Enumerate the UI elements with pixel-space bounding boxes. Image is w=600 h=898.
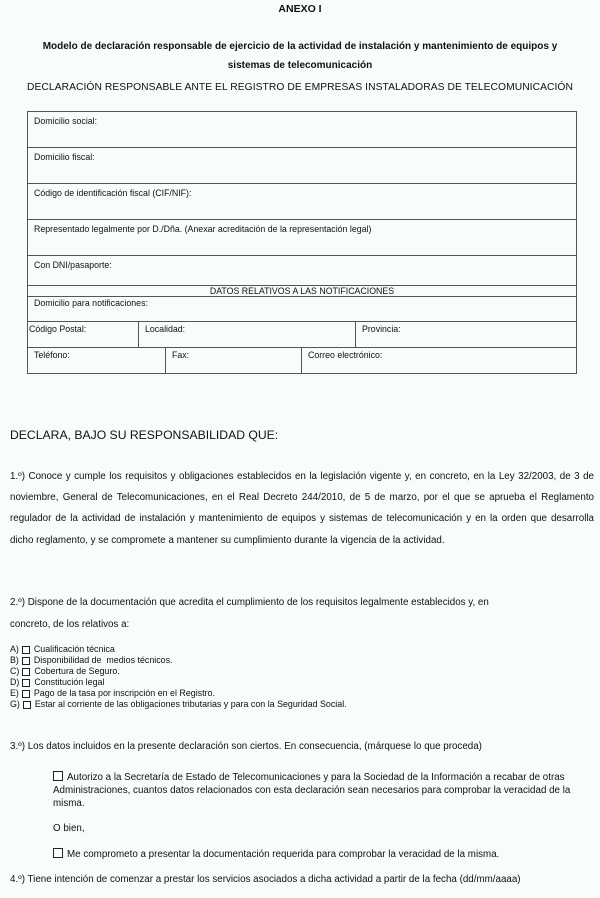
notifications-header: DATOS RELATIVOS A LAS NOTIFICACIONES (28, 286, 577, 297)
identity-row (28, 256, 577, 286)
notification-address-field[interactable]: Domicilio para notificaciones: (28, 297, 577, 322)
requirement-letter: A) (10, 644, 19, 654)
document-subtitle: Modelo de declaración responsable de ejercicio de la actividad de instalación y mantenimiento de equipos y sistemas de telecomunicación (42, 41, 558, 71)
fax-field[interactable]: Fax: (165, 348, 301, 373)
checkbox[interactable] (22, 646, 30, 654)
requirement-letter: C) (10, 666, 20, 676)
requirement-item (10, 677, 347, 688)
requirement-letter: G) (10, 699, 20, 709)
dni-passport-field[interactable]: Con DNI/pasaporte: (28, 256, 577, 286)
domicilio-social-field[interactable]: Domicilio social: (28, 112, 577, 148)
authorize-option (53, 771, 593, 810)
checkbox[interactable] (22, 668, 30, 676)
commit-label: Me comprometo a presentar la documentación requerida para comprobar la veracidad de la misma. (67, 849, 500, 860)
requirement-label: Disponibilidad de medios técnicos. (33, 655, 173, 665)
requirement-letter: D) (10, 677, 20, 687)
postal-code-field[interactable]: Código Postal: (29, 324, 87, 334)
email-field[interactable]: Correo electrónico: (301, 348, 576, 373)
requirement-label: Estar al corriente de las obligaciones tributarias y para con la Seguridad Social. (34, 699, 347, 709)
checkbox[interactable] (23, 701, 31, 709)
checkbox[interactable] (22, 657, 30, 665)
requirement-item (10, 699, 347, 710)
province-field[interactable]: Provincia: (355, 322, 576, 347)
authorize-label: Autorizo a la Secretaría de Estado de Telecomunicaciones y para la Sociedad de la Información a recabar de otras Administraciones, cuantos datos relacionados con esta declaración sean necesarios para comprobar la veracidad de la misma. (53, 772, 571, 809)
point-2-line-2: concreto, de los relativos a: (10, 619, 130, 630)
authorize-checkbox[interactable] (53, 771, 63, 781)
requirement-item (10, 666, 347, 677)
identity-row (28, 148, 577, 184)
checkbox[interactable] (22, 679, 30, 687)
requirement-item (10, 688, 347, 699)
identity-row (28, 184, 577, 220)
commit-option (53, 848, 593, 861)
requirements-checklist (10, 644, 347, 710)
declaration-heading: DECLARA, BAJO SU RESPONSABILIDAD QUE: (10, 428, 279, 442)
identity-row (28, 220, 577, 256)
requirement-letter: B) (10, 655, 19, 665)
identity-row (28, 112, 577, 148)
checkbox[interactable] (22, 690, 30, 698)
point-3-text: 3.º) Los datos incluidos en la presente declaración son ciertos. En consecuencia, (márquese lo que proceda) (10, 741, 482, 752)
cif-nif-field[interactable]: Código de identificación fiscal (CIF/NIF): (28, 184, 577, 220)
form-heading: DECLARACIÓN RESPONSABLE ANTE EL REGISTRO DE EMPRESAS INSTALADORAS DE TELECOMUNICACIÓN (27, 82, 573, 93)
requirement-label: Cualificación técnica (33, 644, 115, 654)
point-1-text: 1.º) Conoce y cumple los requisitos y obligaciones establecidos en la legislación vigente y, en concreto, en la Ley 32/2003, de 3 de noviembre, General de Telecomunicaciones, en el Real Decreto 244/2010, de 5 de marzo, por el que se aprueba el Reglamento regulador de la actividad de instalación y mantenimiento de equipos y sistemas de telecomunicación y en la orden que desarrolla dicho reglamento, y se compromete a mantener su cumplimiento durante la vigencia de la actividad. (10, 471, 594, 546)
domicilio-fiscal-field[interactable]: Domicilio fiscal: (28, 148, 577, 184)
commit-checkbox[interactable] (53, 848, 63, 858)
or-text: O bien, (53, 823, 85, 834)
notifications-table (27, 285, 577, 374)
requirement-label: Constitución legal (34, 677, 105, 687)
requirement-item (10, 655, 347, 666)
requirement-label: Pago de la tasa por inscripción en el Registro. (33, 688, 215, 698)
identity-table (27, 111, 577, 286)
annex-title: ANEXO I (278, 3, 322, 15)
requirement-label: Cobertura de Seguro. (34, 666, 120, 676)
phone-field[interactable]: Teléfono: (34, 350, 70, 360)
point-4-text: 4.º) Tiene intención de comenzar a prestar los servicios asociados a dicha actividad a partir de la fecha (dd/mm/aaaa) (10, 874, 521, 885)
point-2-text (10, 592, 594, 636)
locality-field[interactable]: Localidad: (138, 322, 355, 347)
requirement-letter: E) (10, 688, 19, 698)
point-2-line-1: 2.º) Dispone de la documentación que acredita el cumplimiento de los requisitos legalmente establecidos y, en (10, 597, 489, 608)
legal-representative-field[interactable]: Representado legalmente por D./Dña. (Anexar acreditación de la representación legal) (28, 220, 577, 256)
requirement-item (10, 644, 347, 655)
